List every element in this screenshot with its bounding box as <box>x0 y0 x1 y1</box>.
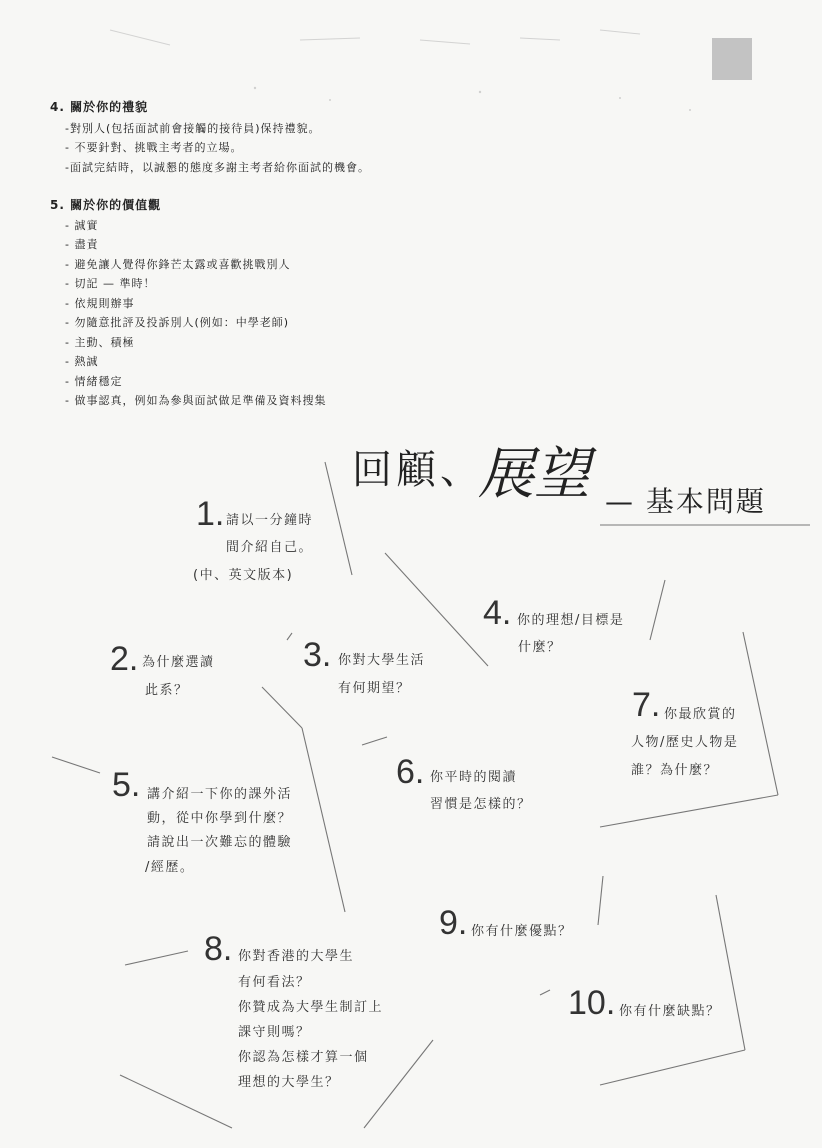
section-item: - 主動、積極 <box>65 336 135 349</box>
section-item: - 切記 — 準時！ <box>65 277 156 290</box>
section-item: -對別人(包括面試前會接觸的接待員)保持禮貌。 <box>65 122 321 135</box>
section-item: - 做事認真，例如為參與面試做足準備及資料搜集 <box>65 394 327 407</box>
question-text: 你對大學生活 <box>338 653 426 668</box>
question-text: 習慣是怎樣的？ <box>430 797 532 812</box>
section-item: - 勿隨意批評及投訴別人(例如：中學老師) <box>65 316 290 329</box>
question-text: 間介紹自己。 <box>226 540 314 555</box>
question-text: 人物/歷史人物是 <box>631 735 739 750</box>
question-number: 2. <box>110 640 139 678</box>
question-text: 請以一分鐘時 <box>226 513 314 528</box>
question-text: 你的理想/目標是 <box>517 613 625 628</box>
question-number: 9. <box>439 904 468 942</box>
question-number: 6. <box>396 753 425 791</box>
question-text: 你最欣賞的 <box>664 707 737 722</box>
question-text: 有何看法？ <box>238 975 311 990</box>
question-number: 4. <box>483 594 512 632</box>
heading-outlook: 展望 <box>478 442 590 507</box>
question-text: (中、英文版本) <box>193 568 294 583</box>
section-item: - 情緒穩定 <box>65 375 123 388</box>
question-text: 什麼？ <box>518 640 562 655</box>
question-text: 誰？為什麼？ <box>631 763 719 778</box>
question-text: 為什麼選讀 <box>142 655 215 670</box>
section-title-courtesy: 4. 關於你的禮貌 <box>50 100 149 114</box>
section-item: - 不要針對、挑戰主考者的立場。 <box>65 141 243 154</box>
section-item: - 避免讓人覺得你鋒芒太露或喜歡挑戰別人 <box>65 258 291 271</box>
question-text: 課守則嗎？ <box>238 1025 311 1040</box>
question-text: 請說出一次難忘的體驗 <box>147 835 293 850</box>
question-text: 你平時的閱讀 <box>430 770 518 785</box>
section-item: - 誠實 <box>65 219 99 232</box>
section-item: - 熱誠 <box>65 355 99 368</box>
question-number: 5. <box>112 766 141 804</box>
question-number: 3. <box>303 636 332 674</box>
question-text: /經歷。 <box>145 860 195 875</box>
question-number: 7. <box>632 686 661 724</box>
question-text: 你認為怎樣才算一個 <box>238 1050 369 1065</box>
question-text: 你有什麼缺點？ <box>619 1004 721 1019</box>
section-item: -面試完結時，以誠懇的態度多謝主考者給你面試的機會。 <box>65 161 370 174</box>
question-text: 你有什麼優點？ <box>471 924 573 939</box>
heading-review: 回顧、 <box>352 447 484 493</box>
section-title-values: 5. 關於你的價值觀 <box>50 198 162 212</box>
question-text: 你對香港的大學生 <box>238 949 355 964</box>
heading-basic-questions: — 基本問題 <box>605 485 766 518</box>
question-number: 10. <box>568 984 616 1022</box>
question-number: 1. <box>196 495 225 533</box>
question-number: 8. <box>204 930 233 968</box>
section-item: - 依規則辦事 <box>65 297 135 310</box>
question-text: 動，從中你學到什麼？ <box>147 811 293 826</box>
question-text: 此系？ <box>145 683 189 698</box>
question-text: 理想的大學生？ <box>238 1075 340 1090</box>
question-text: 講介紹一下你的課外活 <box>147 787 293 802</box>
question-text: 你贊成為大學生制訂上 <box>238 1000 384 1015</box>
section-item: - 盡責 <box>65 238 99 251</box>
question-text: 有何期望？ <box>338 681 411 696</box>
